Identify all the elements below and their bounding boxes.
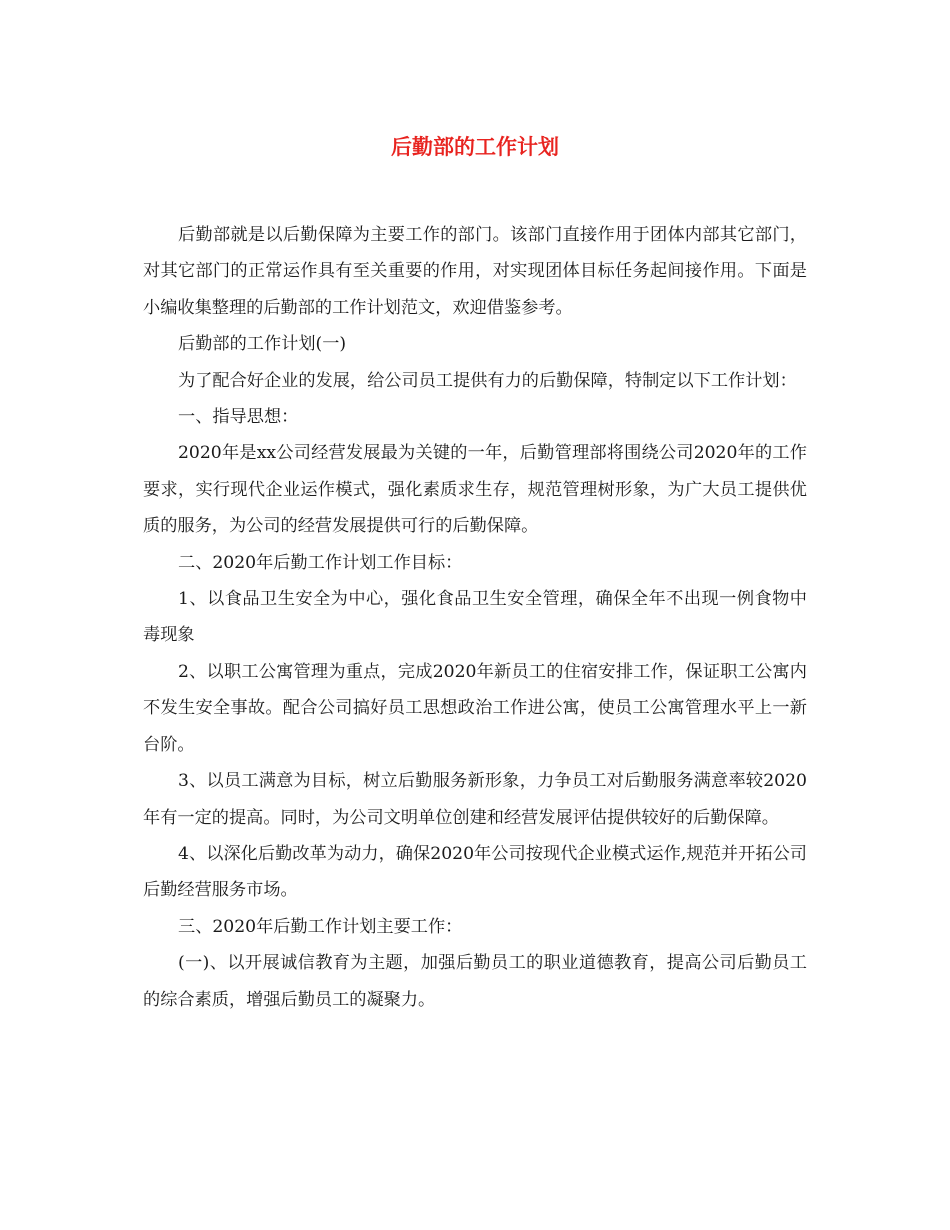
- paragraph-intro: 后勤部就是以后勤保障为主要工作的部门。该部门直接作用于团体内部其它部门，对其它部门的正常运作具有至关重要的作用，对实现团体目标任务起间接作用。下面是小编收集整理的后勤部的工作计划范文，欢迎借鉴参考。: [143, 225, 807, 318]
- document-body: [143, 217, 807, 1018]
- paragraph-goal-1: 1、以食品卫生安全为中心，强化食品卫生安全管理，确保全年不出现一例食物中毒现象: [143, 589, 807, 646]
- paragraph-plan-heading: 后勤部的工作计划(一): [178, 334, 347, 355]
- paragraph-goal-2: 2、以职工公寓管理为重点，完成2020年新员工的住宿安排工作，保证职工公寓内不发生安全事故。配合公司搞好员工思想政治工作进公寓，使员工公寓管理水平上一新台阶。: [143, 661, 807, 755]
- paragraph-section-2-heading: 二、2020年后勤工作计划工作目标：: [178, 552, 463, 573]
- paragraph-goal-4: 4、以深化后勤改革为动力，确保2020年公司按现代企业模式运作,规范并开拓公司后勤经营服务市场。: [143, 843, 807, 901]
- paragraph-section-1-heading: 一、指导思想：: [178, 407, 299, 428]
- paragraph-goal-3: 3、以员工满意为目标，树立后勤服务新形象，力争员工对后勤服务满意率较2020年有一定的提高。同时，为公司文明单位创建和经营发展评估提供较好的后勤保障。: [143, 771, 807, 828]
- paragraph-task-1: (一)、以开展诚信教育为主题，加强后勤员工的职业道德教育，提高公司后勤员工的综合素质，增强后勤员工的凝聚力。: [143, 953, 807, 1010]
- paragraph-section-1-body: 2020年是xx公司经营发展最为关键的一年，后勤管理部将围绕公司2020年的工作要求，实行现代企业运作模式，强化素质求生存，规范管理树形象，为广大员工提供优质的服务，为公司的经营发展提供可行的后勤保障。: [143, 443, 807, 537]
- paragraph-section-3-heading: 三、2020年后勤工作计划主要工作：: [178, 916, 463, 937]
- paragraph-purpose: 为了配合好企业的发展，给公司员工提供有力的后勤保障，特制定以下工作计划：: [178, 370, 797, 391]
- document-title: 后勤部的工作计划: [391, 134, 559, 159]
